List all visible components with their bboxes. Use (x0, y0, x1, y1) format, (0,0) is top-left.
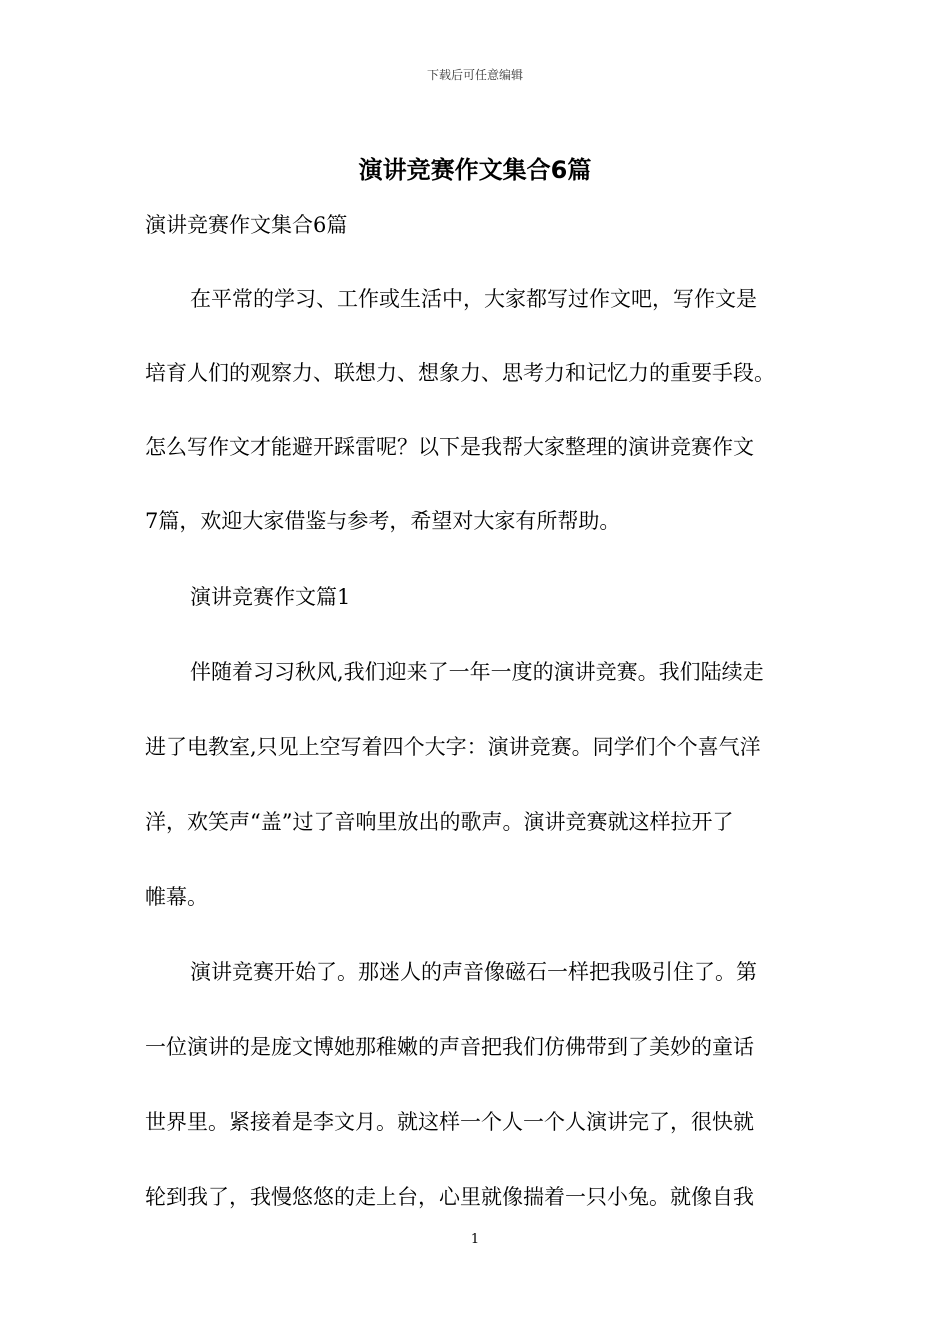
document-title: 演讲竞赛作文集合6篇 (358, 156, 592, 184)
paragraph-line: 世界里。紧接着是李文月。就这样一个人一个人演讲完了，很快就 (145, 1110, 754, 1134)
page-number: 1 (470, 1232, 480, 1247)
paragraph-line: 进了电教室,只见上空写着四个大字：演讲竞赛。同学们个个喜气洋 (145, 735, 761, 759)
paragraph-line: 帷幕。 (145, 885, 208, 909)
paragraph-line: 怎么写作文才能避开踩雷呢？以下是我帮大家整理的演讲竞赛作文 (145, 435, 754, 459)
paragraph-line: 7篇，欢迎大家借鉴与参考，希望对大家有所帮助。 (145, 509, 621, 533)
paragraph-line: 轮到我了，我慢悠悠的走上台，心里就像揣着一只小兔。就像自我 (145, 1185, 754, 1209)
paragraph-line: 演讲竞赛开始了。那迷人的声音像磁石一样把我吸引住了。第 (190, 960, 757, 984)
paragraph-line: 伴随着习习秋风,我们迎来了一年一度的演讲竞赛。我们陆续走 (190, 660, 764, 684)
section-heading: 演讲竞赛作文篇1 (190, 585, 351, 609)
subtitle-line: 演讲竞赛作文集合6篇 (145, 213, 348, 237)
header-note: 下载后可任意编辑 (426, 68, 523, 82)
paragraph-line: 在平常的学习、工作或生活中，大家都写过作文吧，写作文是 (190, 287, 757, 311)
paragraph-line: 培育人们的观察力、联想力、想象力、思考力和记忆力的重要手段。 (145, 361, 775, 385)
paragraph-line: 洋，欢笑声“盖”过了音响里放出的歌声。演讲竞赛就这样拉开了 (145, 810, 734, 834)
paragraph-line: 一位演讲的是庞文博她那稚嫩的声音把我们仿佛带到了美妙的童话 (145, 1035, 754, 1059)
